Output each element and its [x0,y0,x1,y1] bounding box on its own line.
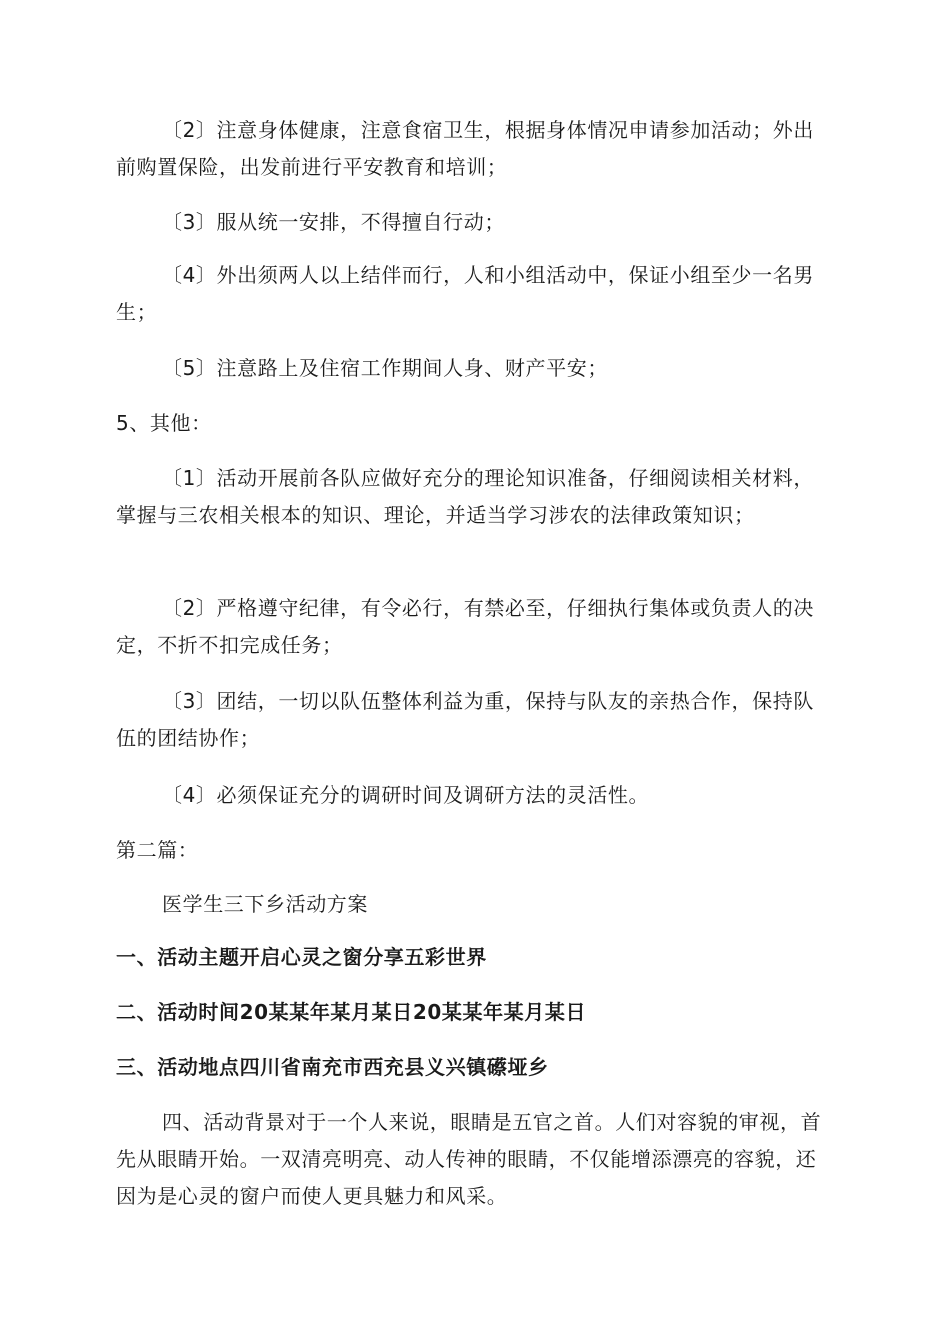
paragraph-knowledge-prep: 〔1〕活动开展前各队应做好充分的理论知识准备，仔细阅读相关材料，掌握与三农相关根本的知识、理论，并适当学习涉农的法律政策知识； [116,466,814,527]
paragraph-health-safety: 〔2〕注意身体健康，注意食宿卫生，根据身体情况申请参加活动；外出前购置保险，出发前进行平安教育和培训； [116,118,814,179]
heading-activity-theme: 一、活动主题开启心灵之窗分享五彩世界 [116,945,487,969]
paragraph-activity-background: 四、活动背景对于一个人来说，眼睛是五官之首。人们对容貌的审视，首先从眼睛开始。一双清亮明亮、动人传神的眼睛，不仅能增添漂亮的容貌，还因为是心灵的窗户而使人更具魅力和风采。 [116,1110,822,1208]
paragraph-personal-safety: 〔5〕注意路上及住宿工作期间人身、财产平安； [162,356,608,380]
plan-title: 医学生三下乡活动方案 [162,892,368,916]
paragraph-obey-arrangement: 〔3〕服从统一安排，不得擅自行动； [162,210,505,234]
heading-activity-time: 二、活动时间20某某年某月某日20某某年某月某日 [116,1000,587,1024]
paragraph-travel-in-pairs: 〔4〕外出须两人以上结伴而行，人和小组活动中，保证小组至少一名男生； [116,263,814,324]
paragraph-discipline: 〔2〕严格遵守纪律，有令必行，有禁必至，仔细执行集体或负责人的决定，不折不扣完成任务； [116,596,814,657]
paragraph-research-time: 〔4〕必须保证充分的调研时间及调研方法的灵活性。 [162,783,650,807]
chapter-heading: 第二篇： [116,838,199,862]
heading-activity-location: 三、活动地点四川省南充市西充县义兴镇礤垭乡 [116,1055,549,1079]
section-heading-others: 5、其他： [116,411,212,435]
paragraph-teamwork: 〔3〕团结，一切以队伍整体利益为重，保持与队友的亲热合作，保持队伍的团结协作； [116,689,814,750]
